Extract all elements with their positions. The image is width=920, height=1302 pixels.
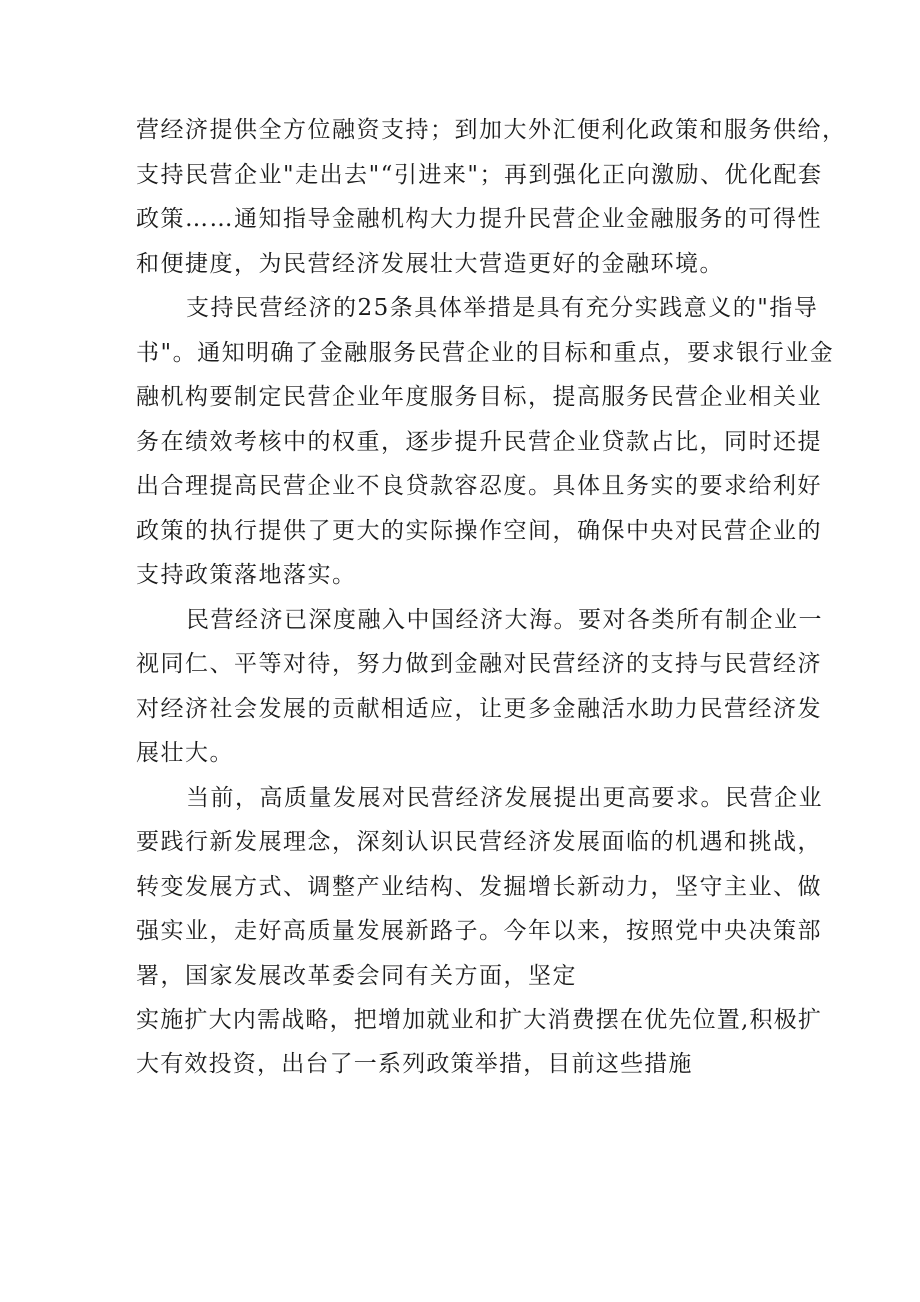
text-line: 政策……通知指导金融机构大力提升民营企业金融服务的可得性 [136,206,822,232]
text-line: 强实业，走好高质量发展新路子。今年以来，按照党中央决策部 [136,918,822,944]
text-line: 支持民营经济的25条具体举措是具有充分实践意义的"指导 [186,295,819,321]
text-line: 实施扩大内需战略，把增加就业和扩大消费摆在优先位置,积极扩 [136,1007,823,1033]
text-line: 务在绩效考核中的权重，逐步提升民营企业贷款占比，同时还提 [136,428,822,455]
text-line: 展壮大。 [136,740,234,766]
paragraph-5 [136,998,823,1086]
text-line: 书"。通知明确了金融服务民营企业的目标和重点，要求银行业金 [136,339,835,366]
text-line: 支持政策落地落实。 [136,562,357,588]
text-line: 出合理提高民营企业不良贷款容忍度。具体且务实的要求给利好 [136,473,822,499]
text-line: 当前，高质量发展对民营经济发展提出更高要求。民营企业 [186,784,823,811]
text-line: 署，国家发展改革委会同有关方面，坚定 [136,962,577,989]
text-line: 民营经济已深度融入中国经济大海。要对各类所有制企业一 [186,606,823,633]
paragraph-1 [136,108,847,286]
text-line: 融机构要制定民营企业年度服务目标，提高服务民营企业相关业 [136,384,822,410]
text-line: 要践行新发展理念，深刻认识民营经济发展面临的机遇和挑战， [136,829,822,855]
text-line: 和便捷度，为民营经济发展壮大营造更好的金融环境。 [136,250,724,277]
document-body [136,108,847,1086]
paragraph-3 [136,598,823,776]
text-line: 大有效投资，出台了一系列政策举措，目前这些措施 [136,1051,693,1077]
text-line: 对经济社会发展的贡献相适应，让更多金融活水助力民营经济发 [136,695,822,722]
text-line: 视同仁、平等对待，努力做到金融对民营经济的支持与民营经济 [136,651,822,677]
text-line: 营经济提供全方位融资支持；到加大外汇便利化政策和服务供给， [136,117,847,143]
text-line: 政策的执行提供了更大的实际操作空间，确保中央对民营企业的 [136,517,822,544]
paragraph-4 [136,776,823,999]
text-line: 支持民营企业"走出去"“引进来"；再到强化正向激励、优化配套 [136,161,823,188]
paragraph-2 [136,286,835,598]
text-line: 转变发展方式、调整产业结构、发掘增长新动力，坚守主业、做 [136,873,822,900]
